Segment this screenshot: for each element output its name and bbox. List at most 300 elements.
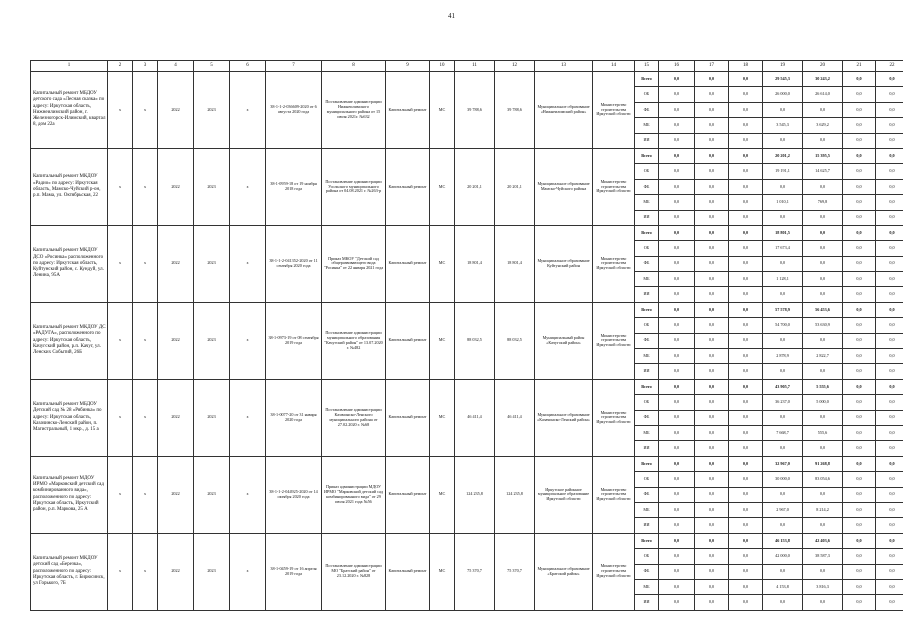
amount-cell: 0,0 bbox=[729, 487, 763, 502]
funding-source-label: ОБ bbox=[635, 241, 659, 256]
amount-cell: 0,0 bbox=[695, 195, 729, 210]
amount-cell: 0,0 bbox=[695, 441, 729, 456]
cell-c12: 88 032,5 bbox=[495, 302, 535, 379]
amount-cell: 0,0 bbox=[876, 487, 903, 502]
column-header: 21 bbox=[843, 61, 876, 72]
cell-c12: 75 370,7 bbox=[495, 533, 535, 610]
amount-cell: 0,0 bbox=[876, 210, 903, 225]
object-name-cell: Капитальный ремонт МДОУ ИРМО «Марковский детский сад комбинированного вида», расположенного по адресу: Иркутская область, Иркутский район, р.п. Маркова, 25 А bbox=[31, 456, 108, 533]
amount-cell: 0,0 bbox=[659, 333, 695, 348]
amount-cell: 0,0 bbox=[729, 241, 763, 256]
column-header: 4 bbox=[158, 61, 194, 72]
cell-c13: Муниципальный район «Качугский район» bbox=[535, 302, 593, 379]
amount-cell: 0,0 bbox=[803, 241, 843, 256]
cell-c14: Министерство строительства Иркутской области bbox=[593, 225, 635, 302]
amount-cell: 0,0 bbox=[843, 410, 876, 425]
amount-cell: 30 243,2 bbox=[803, 72, 843, 87]
amount-cell: 0,0 bbox=[659, 87, 695, 102]
amount-cell: 2 878,9 bbox=[763, 349, 803, 364]
cell-c10: МС bbox=[430, 533, 455, 610]
amount-cell: 0,0 bbox=[803, 287, 843, 302]
amount-cell: 0,0 bbox=[763, 441, 803, 456]
amount-cell: 42 000,0 bbox=[763, 549, 803, 564]
cell-c13: Муниципальное образование Куйтунский район bbox=[535, 225, 593, 302]
amount-cell: 0,0 bbox=[729, 210, 763, 225]
column-header: 1 bbox=[31, 61, 108, 72]
cell-c5: 2023 bbox=[194, 456, 230, 533]
amount-cell: 0,0 bbox=[695, 502, 729, 517]
amount-cell: 0,0 bbox=[695, 272, 729, 287]
amount-cell: 0,0 bbox=[803, 364, 843, 379]
amount-cell: 0,0 bbox=[659, 364, 695, 379]
cell-c9: Капитальный ремонт bbox=[386, 533, 430, 610]
column-header: 20 bbox=[803, 61, 843, 72]
funding-source-label: МБ bbox=[635, 118, 659, 133]
cell-c3: x bbox=[133, 72, 158, 149]
amount-cell: 0,0 bbox=[763, 179, 803, 194]
funding-source-label: МБ bbox=[635, 272, 659, 287]
amount-cell: 0,0 bbox=[659, 425, 695, 440]
amount-cell: 0,0 bbox=[659, 410, 695, 425]
amount-cell: 43 905,7 bbox=[763, 379, 803, 394]
amount-cell: 0,0 bbox=[729, 87, 763, 102]
amount-cell: 0,0 bbox=[843, 302, 876, 317]
amount-cell: 0,0 bbox=[695, 179, 729, 194]
cell-c4: 2022 bbox=[158, 72, 194, 149]
table-body bbox=[31, 61, 903, 611]
amount-cell: 0,0 bbox=[729, 225, 763, 240]
funding-source-label: ИИ bbox=[635, 287, 659, 302]
amount-cell: 0,0 bbox=[843, 472, 876, 487]
amount-cell: 2 822,7 bbox=[803, 349, 843, 364]
amount-cell: 0,0 bbox=[876, 472, 903, 487]
amount-cell: 0,0 bbox=[763, 410, 803, 425]
funding-source-label: МБ bbox=[635, 579, 659, 594]
amount-cell: 0,0 bbox=[843, 487, 876, 502]
amount-cell: 0,0 bbox=[659, 549, 695, 564]
amount-cell: 0,0 bbox=[695, 533, 729, 548]
amount-cell: 0,0 bbox=[843, 256, 876, 271]
amount-cell: 0,0 bbox=[695, 549, 729, 564]
amount-cell: 0,0 bbox=[843, 118, 876, 133]
amount-cell: 0,0 bbox=[843, 441, 876, 456]
cell-c7: 38-1-0459-19 от 16 апреля 2019 года bbox=[266, 533, 322, 610]
amount-cell: 0,0 bbox=[659, 564, 695, 579]
amount-cell: 0,0 bbox=[763, 564, 803, 579]
funding-source-label: ОБ bbox=[635, 318, 659, 333]
amount-cell: 0,0 bbox=[695, 379, 729, 394]
amount-cell: 0,0 bbox=[729, 518, 763, 533]
amount-cell: 3 816,3 bbox=[803, 579, 843, 594]
table-row bbox=[31, 148, 903, 163]
amount-cell: 0,0 bbox=[876, 379, 903, 394]
cell-c4: 2022 bbox=[158, 533, 194, 610]
amount-cell: 0,0 bbox=[876, 118, 903, 133]
amount-cell: 0,0 bbox=[729, 502, 763, 517]
column-header: 2 bbox=[108, 61, 133, 72]
amount-cell: 0,0 bbox=[876, 102, 903, 117]
amount-cell: 0,0 bbox=[695, 256, 729, 271]
amount-cell: 0,0 bbox=[729, 595, 763, 610]
amount-cell: 0,0 bbox=[876, 272, 903, 287]
page-number: 41 bbox=[448, 12, 455, 20]
cell-c11: 124 235,8 bbox=[455, 456, 495, 533]
cell-c5: 2023 bbox=[194, 533, 230, 610]
amount-cell: 0,0 bbox=[843, 549, 876, 564]
amount-cell: 0,0 bbox=[876, 533, 903, 548]
amount-cell: 4 153,8 bbox=[763, 579, 803, 594]
cell-c8: Постановление администрации муниципального образования "Качугский район" от 13.07.2020 г. №482 bbox=[322, 302, 386, 379]
amount-cell: 0,0 bbox=[843, 333, 876, 348]
amount-cell: 0,0 bbox=[843, 72, 876, 87]
amount-cell: 0,0 bbox=[695, 72, 729, 87]
amount-cell: 0,0 bbox=[763, 102, 803, 117]
amount-cell: 19 191,1 bbox=[763, 164, 803, 179]
amount-cell: 0,0 bbox=[659, 195, 695, 210]
cell-c2: x bbox=[108, 533, 133, 610]
amount-cell: 0,0 bbox=[876, 456, 903, 471]
amount-cell: 3 545,3 bbox=[763, 118, 803, 133]
amount-cell: 0,0 bbox=[876, 564, 903, 579]
amount-cell: 0,0 bbox=[876, 225, 903, 240]
amount-cell: 2 967,0 bbox=[763, 502, 803, 517]
column-number-header bbox=[31, 61, 903, 72]
funding-source-label: ОБ bbox=[635, 164, 659, 179]
cell-c8: Приказ МКОУ "Детский сад общеразвивающего вида "Росинка" от 22 января 2021 года bbox=[322, 225, 386, 302]
amount-cell: 0,0 bbox=[876, 395, 903, 410]
amount-cell: 0,0 bbox=[803, 564, 843, 579]
amount-cell: 0,0 bbox=[729, 533, 763, 548]
amount-cell: 0,0 bbox=[843, 456, 876, 471]
cell-c7: 38-1-1-2-036609-2020 от 6 августа 2020 года bbox=[266, 72, 322, 149]
amount-cell: 17 673,4 bbox=[763, 241, 803, 256]
amount-cell: 0,0 bbox=[729, 272, 763, 287]
cell-c14: Министерство строительства Иркутской области bbox=[593, 302, 635, 379]
amount-cell: 0,0 bbox=[876, 148, 903, 163]
amount-cell: 0,0 bbox=[659, 179, 695, 194]
amount-cell: 0,0 bbox=[876, 579, 903, 594]
amount-cell: 0,0 bbox=[763, 256, 803, 271]
amount-cell: 0,0 bbox=[729, 564, 763, 579]
amount-cell: 0,0 bbox=[695, 395, 729, 410]
amount-cell: 0,0 bbox=[729, 410, 763, 425]
cell-c9: Капитальный ремонт bbox=[386, 379, 430, 456]
cell-c6: x bbox=[230, 148, 266, 225]
amount-cell: 0,0 bbox=[843, 87, 876, 102]
amount-cell: 0,0 bbox=[659, 502, 695, 517]
amount-cell: 0,0 bbox=[843, 564, 876, 579]
amount-cell: 0,0 bbox=[843, 179, 876, 194]
amount-cell: 32 967,0 bbox=[763, 456, 803, 471]
amount-cell: 0,0 bbox=[659, 579, 695, 594]
amount-cell: 0,0 bbox=[695, 287, 729, 302]
amount-cell: 0,0 bbox=[729, 349, 763, 364]
amount-cell: 0,0 bbox=[876, 256, 903, 271]
amount-cell: 0,0 bbox=[843, 195, 876, 210]
table-row bbox=[31, 379, 903, 394]
amount-cell: 29 545,3 bbox=[763, 72, 803, 87]
amount-cell: 0,0 bbox=[695, 487, 729, 502]
amount-cell: 0,0 bbox=[659, 533, 695, 548]
cell-c5: 2023 bbox=[194, 148, 230, 225]
column-header: 14 bbox=[593, 61, 635, 72]
cell-c6: x bbox=[230, 533, 266, 610]
amount-cell: 0,0 bbox=[729, 179, 763, 194]
amount-cell: 0,0 bbox=[876, 549, 903, 564]
amount-cell: 0,0 bbox=[659, 164, 695, 179]
cell-c8: Приказ администрации МДОУ ИРМО "Марковский детский сад комбинированного вида" от 29 июля 2021 года №56 bbox=[322, 456, 386, 533]
column-header: 7 bbox=[266, 61, 322, 72]
cell-c11: 39 788,6 bbox=[455, 72, 495, 149]
amount-cell: 0,0 bbox=[843, 287, 876, 302]
funding-source-label: ОБ bbox=[635, 87, 659, 102]
cell-c13: Муниципальное образование «Нижнеилимский район» bbox=[535, 72, 593, 149]
cell-c6: x bbox=[230, 456, 266, 533]
cell-c8: Постановление администрации Казачинско-Ленского муниципального района от 27.02.2020 г. №68 bbox=[322, 379, 386, 456]
amount-cell: 0,0 bbox=[659, 379, 695, 394]
column-header: 19 bbox=[763, 61, 803, 72]
cell-c5: 2023 bbox=[194, 72, 230, 149]
amount-cell: 7 668,7 bbox=[763, 425, 803, 440]
amount-cell: 0,0 bbox=[876, 595, 903, 610]
cell-c6: x bbox=[230, 225, 266, 302]
column-header: 3 bbox=[133, 61, 158, 72]
funding-source-label: Всего bbox=[635, 533, 659, 548]
cell-c12: 20 201,1 bbox=[495, 148, 535, 225]
amount-cell: 0,0 bbox=[843, 272, 876, 287]
amount-cell: 0,0 bbox=[803, 487, 843, 502]
cell-c7: 38-1-0077-20 от 31 января 2020 года bbox=[266, 379, 322, 456]
funding-source-label: ИИ bbox=[635, 595, 659, 610]
amount-cell: 0,0 bbox=[843, 595, 876, 610]
cell-c2: x bbox=[108, 72, 133, 149]
cell-c4: 2022 bbox=[158, 302, 194, 379]
cell-c11: 18 801,4 bbox=[455, 225, 495, 302]
column-header: 16 bbox=[659, 61, 695, 72]
funding-source-label: Всего bbox=[635, 456, 659, 471]
cell-c14: Министерство строительства Иркутской области bbox=[593, 456, 635, 533]
amount-cell: 0,0 bbox=[729, 395, 763, 410]
amount-cell: 54 700,0 bbox=[763, 318, 803, 333]
cell-c13: Иркутское районное муниципальное образование Иркутской области bbox=[535, 456, 593, 533]
amount-cell: 0,0 bbox=[803, 133, 843, 148]
funding-source-label: ИИ bbox=[635, 518, 659, 533]
amount-cell: 0,0 bbox=[659, 302, 695, 317]
cell-c8: Постановление администрации Усольского муниципального района от 04.08.2021 г. №263-р bbox=[322, 148, 386, 225]
amount-cell: 0,0 bbox=[695, 579, 729, 594]
amount-cell: 0,0 bbox=[763, 487, 803, 502]
amount-cell: 53 630,9 bbox=[803, 318, 843, 333]
amount-cell: 0,0 bbox=[695, 456, 729, 471]
funding-source-label: ФБ bbox=[635, 102, 659, 117]
amount-cell: 0,0 bbox=[763, 210, 803, 225]
column-header: 6 bbox=[230, 61, 266, 72]
capital-repair-table bbox=[30, 60, 903, 611]
amount-cell: 0,0 bbox=[729, 256, 763, 271]
amount-cell: 0,0 bbox=[763, 518, 803, 533]
amount-cell: 56 453,6 bbox=[803, 302, 843, 317]
amount-cell: 83 054,6 bbox=[803, 472, 843, 487]
column-header: 22 bbox=[876, 61, 903, 72]
amount-cell: 0,0 bbox=[876, 72, 903, 87]
amount-cell: 0,0 bbox=[695, 425, 729, 440]
amount-cell: 91 268,8 bbox=[803, 456, 843, 471]
amount-cell: 0,0 bbox=[659, 395, 695, 410]
amount-cell: 0,0 bbox=[729, 148, 763, 163]
amount-cell: 0,0 bbox=[695, 364, 729, 379]
amount-cell: 0,0 bbox=[803, 595, 843, 610]
amount-cell: 0,0 bbox=[659, 148, 695, 163]
amount-cell: 0,0 bbox=[876, 287, 903, 302]
funding-source-label: ФБ bbox=[635, 256, 659, 271]
amount-cell: 0,0 bbox=[659, 441, 695, 456]
amount-cell: 0,0 bbox=[803, 272, 843, 287]
amount-cell: 0,0 bbox=[876, 333, 903, 348]
funding-source-label: ФБ bbox=[635, 564, 659, 579]
amount-cell: 0,0 bbox=[695, 102, 729, 117]
amount-cell: 0,0 bbox=[803, 410, 843, 425]
funding-source-label: ОБ bbox=[635, 549, 659, 564]
cell-c9: Капитальный ремонт bbox=[386, 148, 430, 225]
amount-cell: 0,0 bbox=[763, 133, 803, 148]
amount-cell: 0,0 bbox=[695, 164, 729, 179]
cell-c3: x bbox=[133, 225, 158, 302]
cell-c12: 39 788,6 bbox=[495, 72, 535, 149]
amount-cell: 0,0 bbox=[803, 225, 843, 240]
amount-cell: 0,0 bbox=[659, 487, 695, 502]
amount-cell: 20 201,2 bbox=[763, 148, 803, 163]
cell-c3: x bbox=[133, 148, 158, 225]
amount-cell: 0,0 bbox=[763, 287, 803, 302]
cell-c3: x bbox=[133, 456, 158, 533]
amount-cell: 0,0 bbox=[659, 133, 695, 148]
cell-c5: 2023 bbox=[194, 225, 230, 302]
amount-cell: 0,0 bbox=[843, 241, 876, 256]
amount-cell: 0,0 bbox=[695, 302, 729, 317]
amount-cell: 0,0 bbox=[843, 210, 876, 225]
amount-cell: 0,0 bbox=[695, 148, 729, 163]
cell-c9: Капитальный ремонт bbox=[386, 456, 430, 533]
cell-c2: x bbox=[108, 456, 133, 533]
cell-c4: 2022 bbox=[158, 456, 194, 533]
amount-cell: 0,0 bbox=[729, 379, 763, 394]
amount-cell: 0,0 bbox=[876, 164, 903, 179]
cell-c7: 38-1-1-2-041352-2020 от 11 сентября 2020 года bbox=[266, 225, 322, 302]
amount-cell: 8 214,2 bbox=[803, 502, 843, 517]
amount-cell: 0,0 bbox=[729, 164, 763, 179]
amount-cell: 0,0 bbox=[843, 425, 876, 440]
amount-cell: 0,0 bbox=[876, 441, 903, 456]
amount-cell: 0,0 bbox=[843, 164, 876, 179]
funding-source-label: ИИ bbox=[635, 441, 659, 456]
cell-c10: МС bbox=[430, 379, 455, 456]
cell-c11: 88 032,5 bbox=[455, 302, 495, 379]
amount-cell: 0,0 bbox=[876, 518, 903, 533]
amount-cell: 26 614,0 bbox=[803, 87, 843, 102]
cell-c10: МС bbox=[430, 225, 455, 302]
cell-c8: Постановление администрации МО "Братский район" от 23.12.2020 г. №828 bbox=[322, 533, 386, 610]
funding-source-label: ФБ bbox=[635, 410, 659, 425]
amount-cell: 0,0 bbox=[729, 472, 763, 487]
amount-cell: 0,0 bbox=[876, 195, 903, 210]
amount-cell: 0,0 bbox=[763, 364, 803, 379]
amount-cell: 0,0 bbox=[695, 133, 729, 148]
amount-cell: 0,0 bbox=[843, 102, 876, 117]
cell-c7: 38-1-0973-19 от 08 сентября 2019 года bbox=[266, 302, 322, 379]
amount-cell: 0,0 bbox=[659, 272, 695, 287]
amount-cell: 0,0 bbox=[659, 210, 695, 225]
table-row bbox=[31, 456, 903, 471]
amount-cell: 0,0 bbox=[876, 349, 903, 364]
amount-cell: 0,0 bbox=[729, 133, 763, 148]
column-header: 8 bbox=[322, 61, 386, 72]
cell-c13: Муниципальное образование «Братский район» bbox=[535, 533, 593, 610]
cell-c10: МС bbox=[430, 456, 455, 533]
column-header: 11 bbox=[455, 61, 495, 72]
amount-cell: 0,0 bbox=[729, 549, 763, 564]
amount-cell: 46 153,8 bbox=[763, 533, 803, 548]
amount-cell: 0,0 bbox=[695, 87, 729, 102]
amount-cell: 42 403,6 bbox=[803, 533, 843, 548]
funding-source-label: Всего bbox=[635, 302, 659, 317]
cell-c4: 2022 bbox=[158, 148, 194, 225]
amount-cell: 18 801,5 bbox=[763, 225, 803, 240]
amount-cell: 0,0 bbox=[695, 595, 729, 610]
cell-c9: Капитальный ремонт bbox=[386, 72, 430, 149]
funding-source-label: Всего bbox=[635, 72, 659, 87]
object-name-cell: Капитальный ремонт МКДОУ детский сад «Березка», расположенного по адресу: Иркутская область, г. Бирюсинск, ул Горького, 7Б bbox=[31, 533, 108, 610]
amount-cell: 0,0 bbox=[659, 595, 695, 610]
amount-cell: 0,0 bbox=[659, 318, 695, 333]
cell-c2: x bbox=[108, 225, 133, 302]
amount-cell: 0,0 bbox=[803, 102, 843, 117]
cell-c12: 46 411,4 bbox=[495, 379, 535, 456]
cell-c2: x bbox=[108, 302, 133, 379]
amount-cell: 57 578,9 bbox=[763, 302, 803, 317]
table-row bbox=[31, 302, 903, 317]
cell-c11: 75 370,7 bbox=[455, 533, 495, 610]
amount-cell: 0,0 bbox=[843, 133, 876, 148]
amount-cell: 0,0 bbox=[695, 333, 729, 348]
object-name-cell: Капитальный ремонт МКДОУ ДС «РАДУГА», расположенного по адресу: Иркутская область, Качугский район, р.п. Качуг, ул. Ленских Событий, 26Б bbox=[31, 302, 108, 379]
amount-cell: 0,0 bbox=[659, 472, 695, 487]
cell-c5: 2023 bbox=[194, 379, 230, 456]
amount-cell: 0,0 bbox=[803, 518, 843, 533]
column-header: 18 bbox=[729, 61, 763, 72]
column-header: 10 bbox=[430, 61, 455, 72]
amount-cell: 0,0 bbox=[843, 518, 876, 533]
amount-cell: 0,0 bbox=[876, 410, 903, 425]
amount-cell: 0,0 bbox=[729, 72, 763, 87]
amount-cell: 38 587,3 bbox=[803, 549, 843, 564]
cell-c4: 2022 bbox=[158, 225, 194, 302]
amount-cell: 0,0 bbox=[843, 395, 876, 410]
cell-c6: x bbox=[230, 379, 266, 456]
amount-cell: 555,6 bbox=[803, 425, 843, 440]
amount-cell: 0,0 bbox=[729, 102, 763, 117]
cell-c3: x bbox=[133, 379, 158, 456]
amount-cell: 0,0 bbox=[729, 456, 763, 471]
amount-cell: 0,0 bbox=[803, 441, 843, 456]
amount-cell: 0,0 bbox=[803, 256, 843, 271]
column-header: 5 bbox=[194, 61, 230, 72]
column-header: 12 bbox=[495, 61, 535, 72]
table-row bbox=[31, 533, 903, 548]
amount-cell: 0,0 bbox=[876, 364, 903, 379]
funding-source-label: ФБ bbox=[635, 333, 659, 348]
amount-cell: 0,0 bbox=[876, 87, 903, 102]
amount-cell: 0,0 bbox=[843, 379, 876, 394]
